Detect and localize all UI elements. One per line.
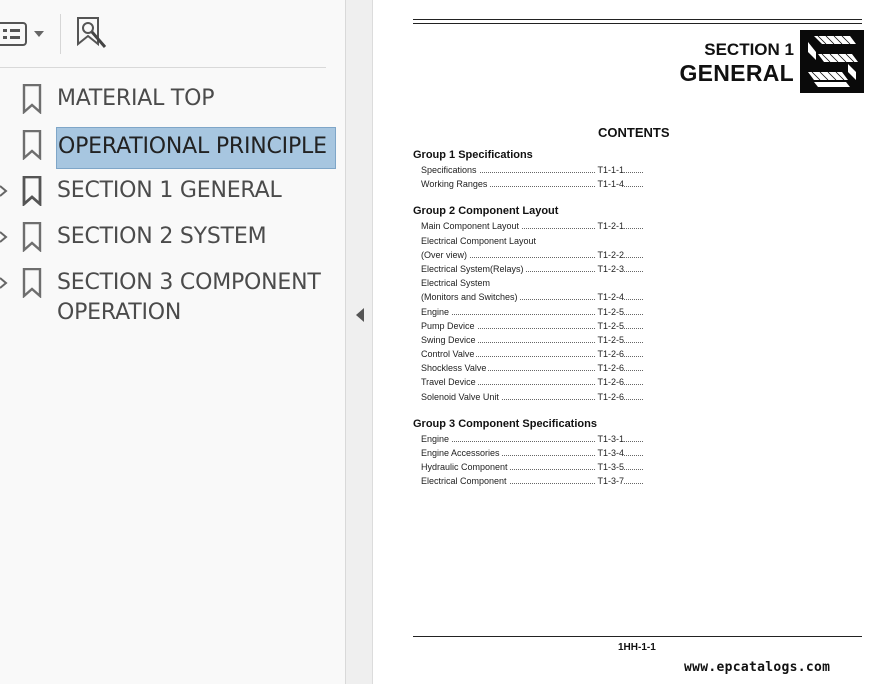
toc-entry[interactable] xyxy=(413,390,673,404)
toc-entry-text: Engine xyxy=(421,433,450,444)
expand-chevron-icon[interactable] xyxy=(0,184,10,198)
toc-entry[interactable] xyxy=(413,234,673,248)
footer-rule xyxy=(413,636,862,637)
toc-entry[interactable] xyxy=(413,474,673,488)
section-logo-icon xyxy=(800,30,864,93)
collapse-panel-icon[interactable] xyxy=(354,306,366,324)
bookmark-label[interactable]: OPERATIONAL PRINCIPLE xyxy=(56,127,336,169)
toc-entry-text: (Monitors and Switches) xyxy=(421,292,518,303)
toc-entry-page: T1-2-5 xyxy=(595,333,624,347)
options-list-icon xyxy=(0,20,48,48)
toc-entry-page: T1-3-7 xyxy=(595,474,624,488)
bookmarks-toolbar xyxy=(0,0,326,68)
toc-entry-page: T1-2-6 xyxy=(595,375,624,389)
toc-entry-text: Working Ranges xyxy=(421,179,488,190)
bookmark-icon xyxy=(22,130,42,160)
toc-entry-page: T1-2-6 xyxy=(595,390,624,404)
toc-entry[interactable] xyxy=(413,446,673,460)
toc-entry-page: T1-2-5 xyxy=(595,319,624,333)
bookmark-icon xyxy=(22,176,42,206)
bookmarks-panel xyxy=(0,0,346,684)
contents-heading: CONTENTS xyxy=(598,125,670,140)
panel-splitter[interactable] xyxy=(346,0,373,684)
bookmark-icon xyxy=(22,222,42,252)
toc-spacer xyxy=(413,191,673,203)
toc-entry-page: T1-2-6 xyxy=(595,361,624,375)
options-list-button[interactable] xyxy=(0,20,48,48)
toc-entry[interactable] xyxy=(413,219,673,233)
find-bookmark-button[interactable] xyxy=(74,16,110,52)
section-number: SECTION 1 xyxy=(704,40,794,59)
toc-entry-text: Electrical System(Relays) xyxy=(421,263,524,274)
toc-entry-text: (Over view) xyxy=(421,249,468,260)
toc-entry[interactable] xyxy=(413,262,673,276)
toc-entry-text: Electrical Component Layout xyxy=(421,235,537,246)
bookmark-label[interactable]: MATERIAL TOP xyxy=(57,86,215,111)
expand-chevron-icon[interactable] xyxy=(0,276,10,290)
toc-entry[interactable] xyxy=(413,347,673,361)
toc-entry[interactable] xyxy=(413,163,673,177)
toc-entry-text: Main Component Layout xyxy=(421,221,520,232)
toc-entry-text: Travel Device xyxy=(421,377,476,388)
toc-entry[interactable] xyxy=(413,375,673,389)
toc-group-title: Group 2 Component Layout xyxy=(413,205,559,218)
toc-entry-page: T1-3-5 xyxy=(595,460,624,474)
toc-entry-page: T1-3-1 xyxy=(595,432,624,446)
toc-entry[interactable] xyxy=(413,432,673,446)
watermark: www.epcatalogs.com xyxy=(684,660,831,675)
toc-entry[interactable] xyxy=(413,305,673,319)
find-bookmark-icon xyxy=(74,16,110,52)
toc-entry-text: Engine xyxy=(421,306,450,317)
expand-chevron-icon[interactable] xyxy=(0,230,10,244)
bookmark-icon xyxy=(22,268,42,298)
toc-entry-page: T1-2-1 xyxy=(595,219,624,233)
toc-entry[interactable] xyxy=(413,177,673,191)
bookmark-label[interactable]: SECTION 2 SYSTEM xyxy=(57,224,267,249)
header-rule xyxy=(413,19,862,20)
toc-entry-text: Shockless Valve xyxy=(421,363,487,374)
bookmark-icon xyxy=(22,84,42,114)
toolbar-divider xyxy=(60,14,61,54)
bookmark-label[interactable]: SECTION 1 GENERAL xyxy=(57,178,282,203)
toc-entry[interactable] xyxy=(413,460,673,474)
toc-entry-page: T1-2-6 xyxy=(595,347,624,361)
toc-group-title: Group 3 Component Specifications xyxy=(413,417,597,430)
toc-spacer xyxy=(413,404,673,416)
toc-entry[interactable] xyxy=(413,333,673,347)
table-of-contents xyxy=(413,147,673,489)
toc-entry-text: Electrical System xyxy=(421,278,491,289)
toc-entry-page: T1-2-4 xyxy=(595,290,624,304)
toc-entry-text: Control Valve xyxy=(421,349,475,360)
toc-entry-text: Electrical Component xyxy=(421,476,507,487)
toc-entry-page: T1-2-3 xyxy=(595,262,624,276)
document-page xyxy=(374,0,896,684)
toc-entry-page: T1-1-1 xyxy=(595,163,624,177)
toc-group-title: Group 1 Specifications xyxy=(413,149,533,161)
toc-entry-page: T1-2-2 xyxy=(595,248,624,262)
page-number: 1HH-1-1 xyxy=(618,642,656,653)
toc-entry-text: Hydraulic Component xyxy=(421,462,508,473)
toc-entry-page: T1-1-4 xyxy=(595,177,624,191)
toc-entry-page: T1-3-4 xyxy=(595,446,624,460)
toc-entry-text: Swing Device xyxy=(421,334,476,345)
section-title: GENERAL xyxy=(679,60,794,86)
toc-entry[interactable] xyxy=(413,361,673,375)
toc-entry-text: Pump Device xyxy=(421,320,475,331)
toc-entry-text: Solenoid Valve Unit xyxy=(421,391,499,402)
header-rule-thin xyxy=(413,23,862,24)
toc-entry[interactable] xyxy=(413,276,673,290)
toc-entry-text: Engine Accessories xyxy=(421,448,500,458)
toc-entry[interactable] xyxy=(413,248,673,262)
toc-entry-text: Specifications xyxy=(421,165,477,175)
toc-entry[interactable] xyxy=(413,290,673,304)
toc-entry-page: T1-2-5 xyxy=(595,305,624,319)
toc-entry[interactable] xyxy=(413,319,673,333)
bookmark-label[interactable]: SECTION 3 COMPONENT OPERATION xyxy=(57,270,321,325)
